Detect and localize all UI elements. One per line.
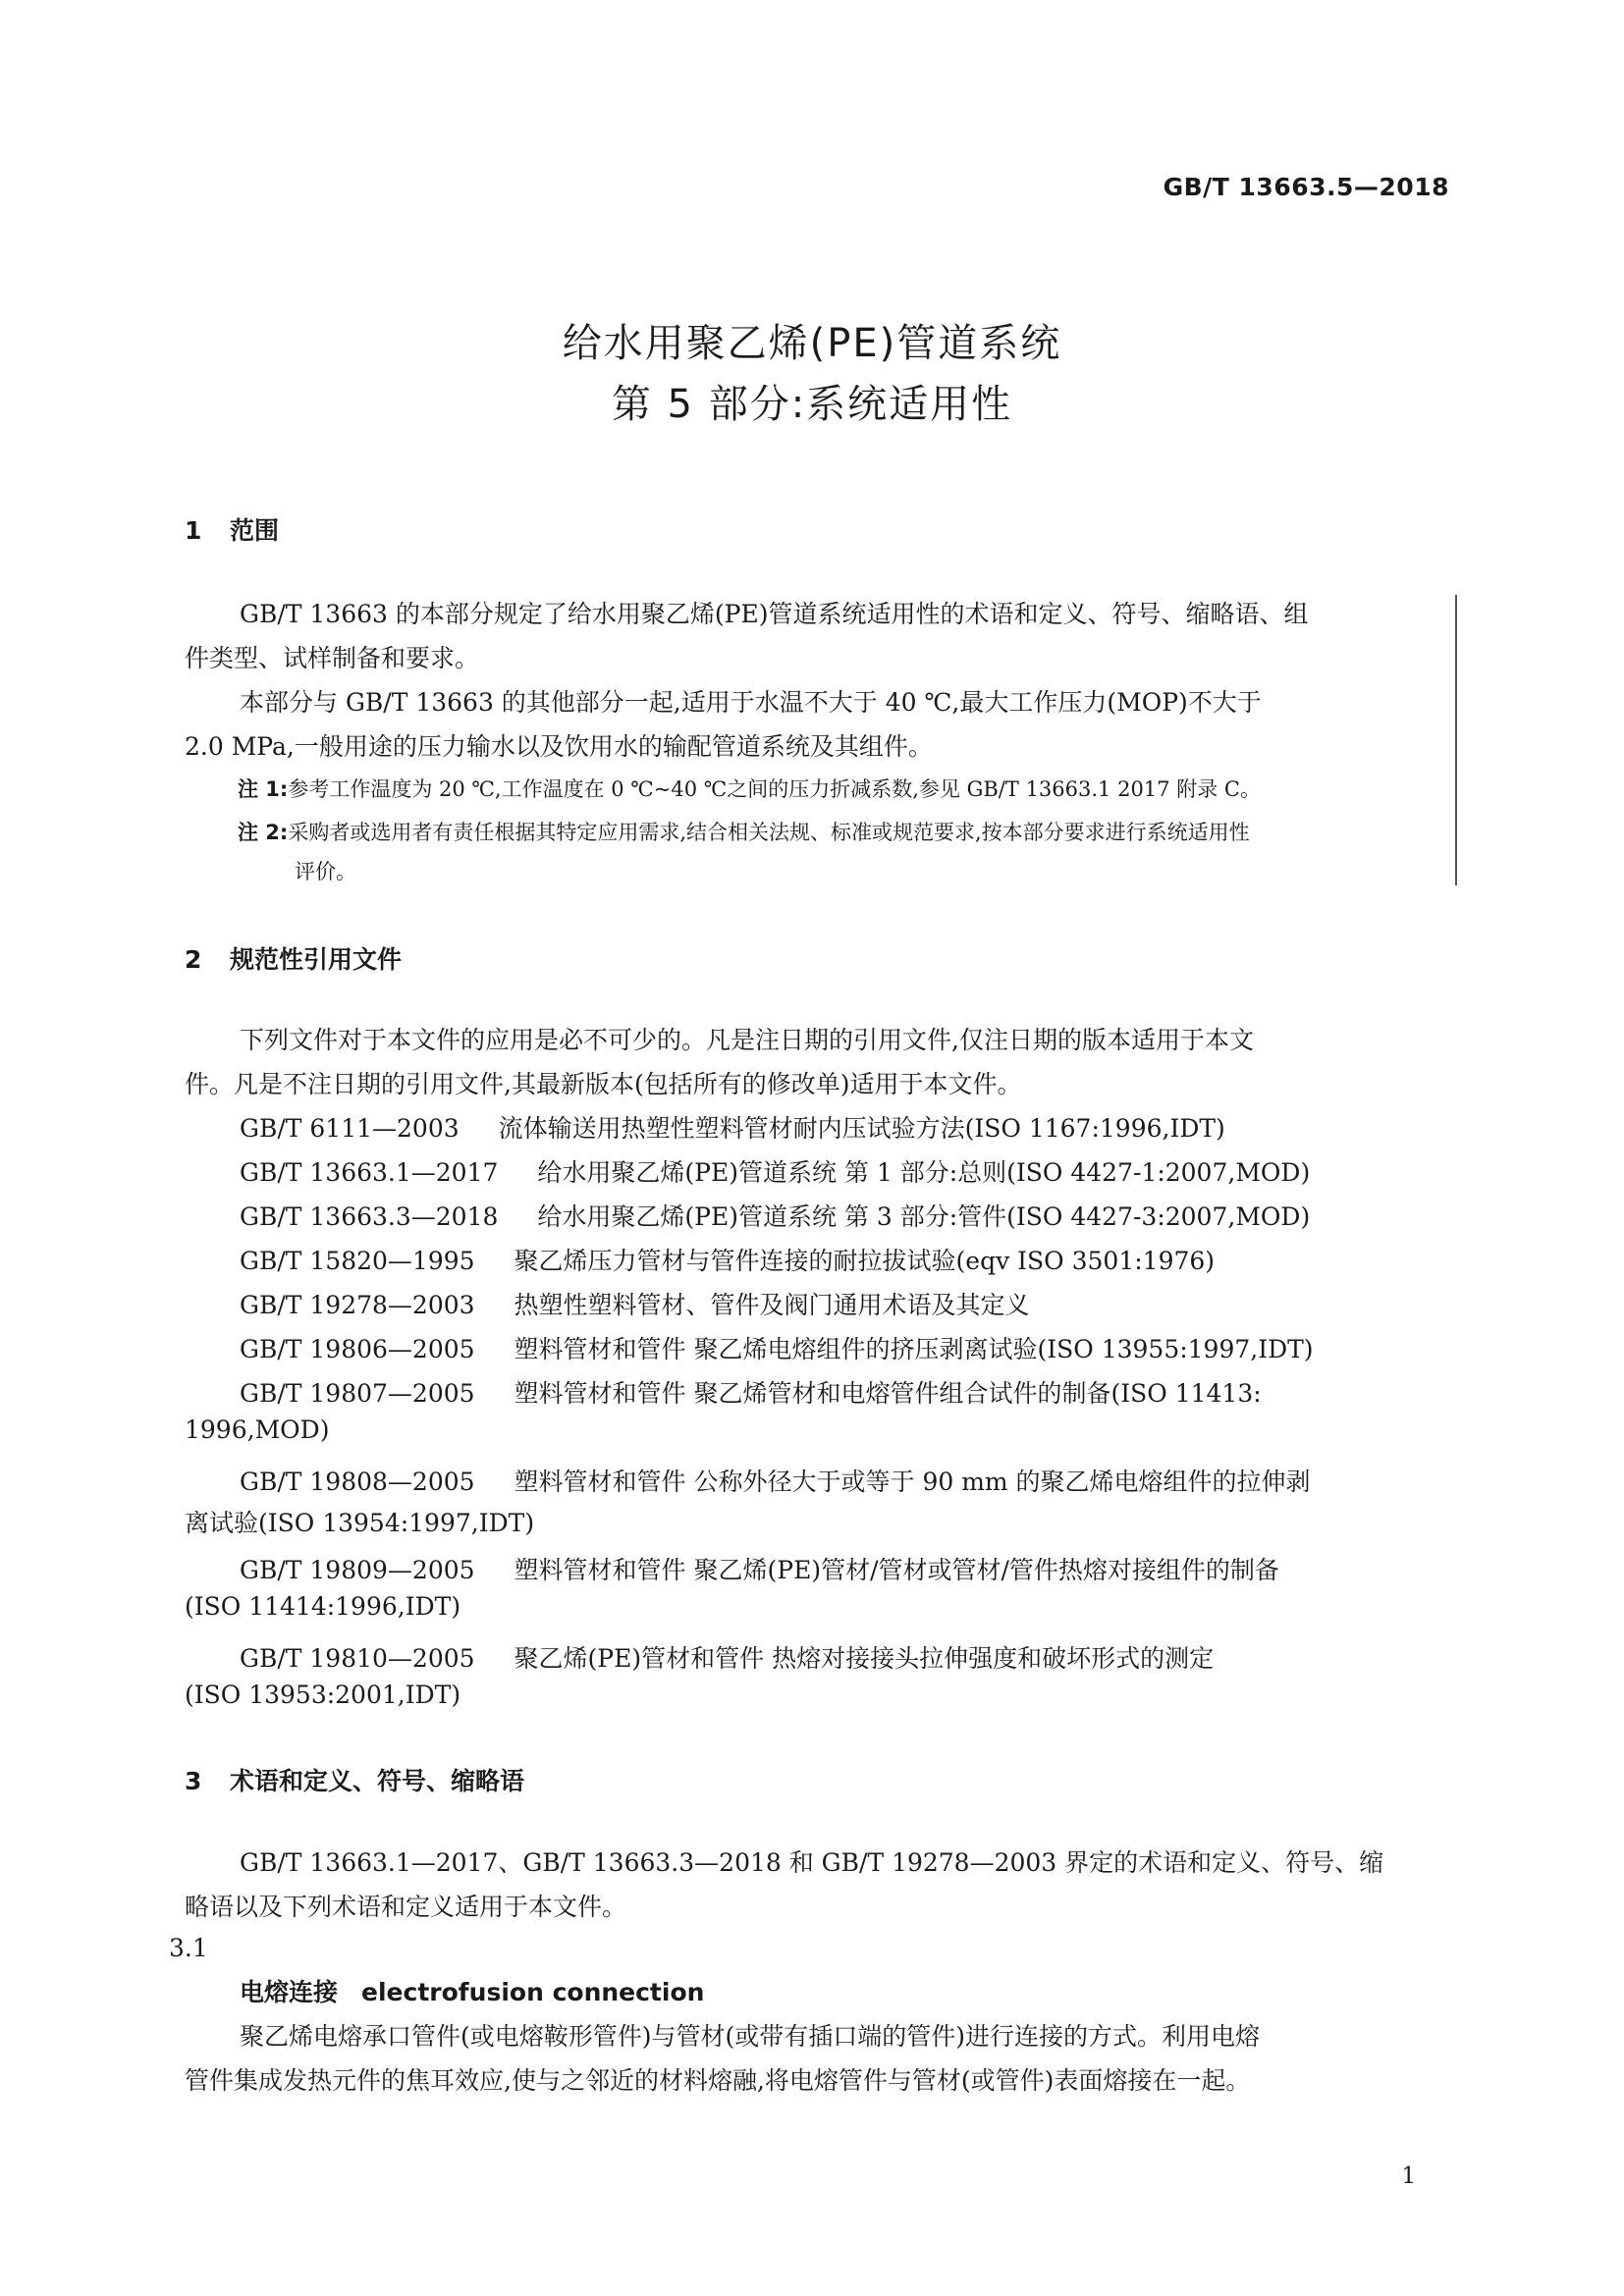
reference-code: GB/T 19278—2003 [240, 1291, 475, 1319]
reference-title: 热塑性塑料管材、管件及阀门通用术语及其定义 [514, 1291, 1030, 1319]
term-number: 3.1 [169, 1934, 208, 1962]
text-line: 管件集成发热元件的焦耳效应,使与之邻近的材料熔融,将电熔管件与管材(或管件)表面熔接在一起。 [185, 2066, 1251, 2095]
reference-title: 塑料管材和管件 公称外径大于或等于 90 mm 的聚乙烯电熔组件的拉伸剥 [514, 1468, 1311, 1496]
reference-code: GB/T 19807—2005 [240, 1379, 475, 1408]
note-2 [238, 815, 1451, 850]
reference-item [240, 1239, 1451, 1283]
reference-item [240, 1636, 1451, 1681]
scope-paragraph-1 [185, 592, 1451, 680]
term-english: electrofusion connection [361, 1978, 705, 2006]
reference-title: 塑料管材和管件 聚乙烯管材和电熔管件组合试件的制备(ISO 11413: [514, 1379, 1262, 1408]
section-3-heading [185, 1762, 524, 1797]
reference-code: GB/T 19810—2005 [240, 1644, 475, 1673]
reference-item [240, 1283, 1451, 1327]
section-number: 3 [185, 1767, 202, 1795]
terms-intro [185, 1841, 1451, 1929]
note-label: 注 2: [238, 821, 289, 844]
reference-title: 聚乙烯(PE)管材和管件 热熔对接接头拉伸强度和破坏形式的测定 [514, 1644, 1215, 1673]
text-line: 件类型、试样制备和要求。 [185, 644, 480, 672]
note-text: 参考工作温度为 20 ℃,工作温度在 0 ℃~40 ℃之间的压力折减系数,参见 GB/T 13663.1 2017 附录 C。 [288, 777, 1261, 801]
standard-code: GB/T 13663.5—2018 [1163, 173, 1449, 201]
reference-title: 聚乙烯压力管材与管件连接的耐拉拔试验(eqv ISO 3501:1976) [514, 1247, 1216, 1275]
text-line: 略语以及下列术语和定义适用于本文件。 [185, 1893, 627, 1921]
references-intro [185, 1018, 1451, 1106]
reference-code: GB/T 19809—2005 [240, 1556, 475, 1584]
section-number: 1 [185, 516, 202, 545]
reference-continuation: 离试验(ISO 13954:1997,IDT) [185, 1509, 535, 1537]
reference-title: 塑料管材和管件 聚乙烯电熔组件的挤压剥离试验(ISO 13955:1997,IDT) [514, 1335, 1314, 1363]
term-chinese: 电熔连接 [240, 1978, 339, 2006]
note-label: 注 1: [238, 777, 289, 801]
change-bar [1455, 595, 1457, 885]
reference-continuation: (ISO 11414:1996,IDT) [185, 1592, 461, 1621]
document-subtitle: 第 5 部分:系统适用性 [611, 382, 1013, 427]
reference-title: 流体输送用热塑性塑料管材耐内压试验方法(ISO 1167:1996,IDT) [498, 1114, 1225, 1143]
reference-item [240, 1195, 1451, 1239]
reference-item [240, 1106, 1451, 1150]
section-title: 规范性引用文件 [230, 945, 403, 974]
reference-code: GB/T 6111—2003 [240, 1114, 460, 1143]
reference-continuation: 1996,MOD) [185, 1415, 330, 1444]
text-line: GB/T 13663.1—2017、GB/T 13663.3—2018 和 GB/T 19278—2003 界定的术语和定义、符号、缩 [240, 1848, 1384, 1877]
text-line: 2.0 MPa,一般用途的压力输水以及饮用水的输配管道系统及其组件。 [185, 732, 933, 761]
reference-item [240, 1548, 1451, 1592]
reference-title: 塑料管材和管件 聚乙烯(PE)管材/管材或管材/管件热熔对接组件的制备 [514, 1556, 1279, 1584]
reference-code: GB/T 13663.1—2017 [240, 1158, 499, 1187]
text-line: 件。凡是不注日期的引用文件,其最新版本(包括所有的修改单)适用于本文件。 [185, 1070, 1022, 1098]
reference-code: GB/T 13663.3—2018 [240, 1202, 499, 1231]
text-line: 下列文件对于本文件的应用是必不可少的。凡是注日期的引用文件,仅注日期的版本适用于本文 [240, 1026, 1254, 1054]
document-title: 给水用聚乙烯(PE)管道系统 [562, 321, 1062, 366]
reference-item [240, 1150, 1451, 1195]
section-title: 术语和定义、符号、缩略语 [230, 1767, 525, 1795]
note-text: 采购者或选用者有责任根据其特定应用需求,结合相关法规、标准或规范要求,按本部分要求进行系统适用性 [288, 821, 1250, 844]
page-number: 1 [1401, 2163, 1416, 2189]
text-line: 聚乙烯电熔承口管件(或电熔鞍形管件)与管材(或带有插口端的管件)进行连接的方式。利用电熔 [240, 2022, 1261, 2051]
reference-title: 给水用聚乙烯(PE)管道系统 第 3 部分:管件(ISO 4427-3:2007,MOD) [537, 1202, 1311, 1231]
reference-continuation: (ISO 13953:2001,IDT) [185, 1681, 461, 1709]
section-number: 2 [185, 945, 202, 974]
term-heading [240, 1973, 704, 2008]
reference-code: GB/T 15820—1995 [240, 1247, 475, 1275]
section-1-heading [185, 511, 279, 547]
reference-item [240, 1371, 1451, 1415]
note-2-continuation: 评价。 [295, 860, 356, 883]
section-2-heading [185, 940, 402, 976]
scope-paragraph-2 [185, 680, 1451, 769]
term-definition [185, 2014, 1451, 2103]
text-line: GB/T 13663 的本部分规定了给水用聚乙烯(PE)管道系统适用性的术语和定义、符号、缩略语、组 [240, 600, 1309, 628]
reference-item [240, 1327, 1451, 1371]
text-line: 本部分与 GB/T 13663 的其他部分一起,适用于水温不大于 40 ℃,最大工作压力(MOP)不大于 [240, 688, 1262, 717]
reference-item [240, 1460, 1451, 1504]
note-1 [238, 772, 1451, 807]
reference-title: 给水用聚乙烯(PE)管道系统 第 1 部分:总则(ISO 4427-1:2007,MOD) [537, 1158, 1311, 1187]
section-title: 范围 [230, 516, 280, 545]
reference-code: GB/T 19806—2005 [240, 1335, 475, 1363]
reference-code: GB/T 19808—2005 [240, 1468, 475, 1496]
